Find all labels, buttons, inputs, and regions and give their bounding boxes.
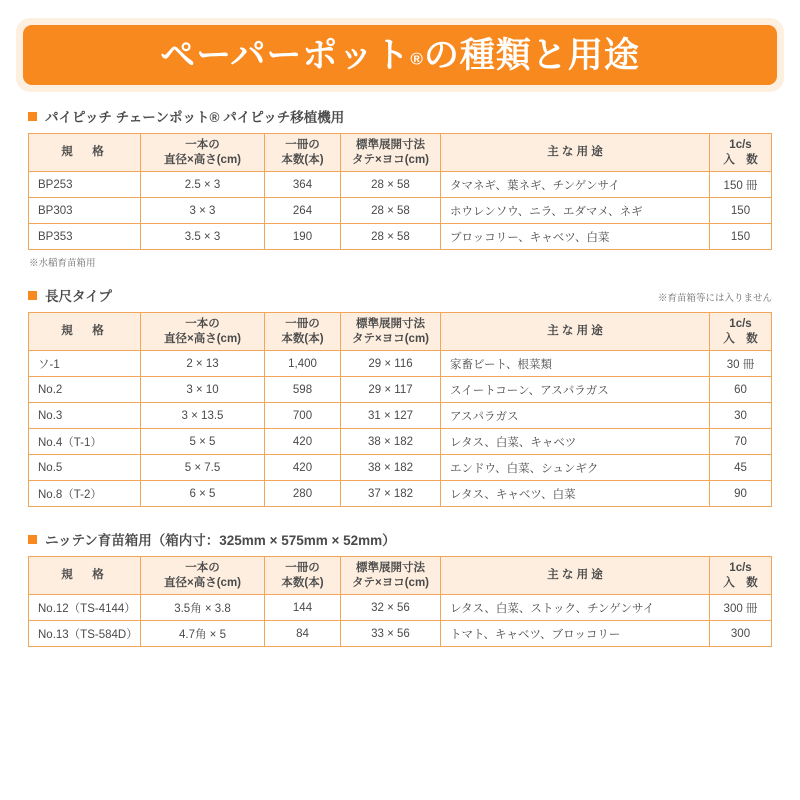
cell-count: 364 [265, 172, 341, 198]
section-long-type [28, 285, 772, 525]
cell-diameter: 5 × 7.5 [141, 455, 265, 481]
col-size-line1: 標準展開寸法 [356, 318, 425, 331]
col-count [265, 134, 341, 172]
cell-spec: No.13（TS-584D） [29, 621, 141, 647]
cell-spec: No.2 [29, 377, 141, 403]
cell-count: 420 [265, 455, 341, 481]
cell-spec: BP253 [29, 172, 141, 198]
col-cs-line2: 入 数 [723, 576, 758, 589]
cell-cs: 150 [710, 198, 772, 224]
col-use: 主 な 用 途 [441, 313, 710, 351]
cell-size: 32 × 56 [341, 595, 441, 621]
table-row [29, 595, 772, 621]
col-size [341, 134, 441, 172]
col-diameter [141, 557, 265, 595]
section-2-title-text: 長尺タイプ [45, 289, 112, 304]
cell-count: 1,400 [265, 351, 341, 377]
section-3-title-text: ニッテン育苗箱用（箱内寸：325mm × 575mm × 52mm） [45, 533, 396, 548]
cell-use: レタス、白菜、ストック、チンゲンサイ [441, 595, 710, 621]
cell-diameter: 2.5 × 3 [141, 172, 265, 198]
cell-cs: 60 [710, 377, 772, 403]
table-row [29, 621, 772, 647]
col-use: 主 な 用 途 [441, 134, 710, 172]
registered-mark: ® [410, 49, 424, 69]
table-header-row [29, 313, 772, 351]
cell-spec: BP353 [29, 224, 141, 250]
cell-diameter: 3 × 10 [141, 377, 265, 403]
cell-use: レタス、白菜、キャベツ [441, 429, 710, 455]
section-1-title [28, 106, 344, 126]
banner-inner-bar [23, 25, 777, 85]
cell-count: 420 [265, 429, 341, 455]
cell-count: 264 [265, 198, 341, 224]
cell-diameter: 3.5角 × 3.8 [141, 595, 265, 621]
col-cs-line2: 入 数 [723, 332, 758, 345]
col-cs [710, 313, 772, 351]
table-row [29, 403, 772, 429]
section-nitten-tray [28, 529, 772, 647]
col-spec: 規 格 [29, 313, 141, 351]
col-cs-line1: 1c/s [729, 318, 752, 331]
cell-size: 38 × 182 [341, 455, 441, 481]
cell-cs: 30 [710, 403, 772, 429]
col-diameter-line2: 直径×高さ(cm) [164, 332, 241, 345]
cell-count: 84 [265, 621, 341, 647]
cell-cs: 150 [710, 224, 772, 250]
cell-count: 280 [265, 481, 341, 507]
cell-use: レタス、キャベツ、白菜 [441, 481, 710, 507]
col-size-line1: 標準展開寸法 [356, 139, 425, 152]
table-long-type [28, 312, 772, 507]
section-3-title [28, 529, 396, 549]
square-bullet-icon [28, 112, 37, 121]
square-bullet-icon [28, 535, 37, 544]
col-size [341, 557, 441, 595]
col-use: 主 な 用 途 [441, 557, 710, 595]
col-count-line1: 一冊の [285, 562, 320, 575]
table-row [29, 172, 772, 198]
cell-use: スイートコーン、アスパラガス [441, 377, 710, 403]
col-diameter-line1: 一本の [185, 562, 220, 575]
col-cs-line2: 入 数 [723, 153, 758, 166]
table-row [29, 481, 772, 507]
cell-cs: 300 [710, 621, 772, 647]
col-size-line1: 標準展開寸法 [356, 562, 425, 575]
col-count-line1: 一冊の [285, 318, 320, 331]
col-count-line2: 本数(本) [281, 332, 324, 345]
cell-use: アスパラガス [441, 403, 710, 429]
cell-spec: No.4（T-1） [29, 429, 141, 455]
col-diameter-line2: 直径×高さ(cm) [164, 153, 241, 166]
cell-count: 700 [265, 403, 341, 429]
col-size [341, 313, 441, 351]
section-2-head [28, 285, 772, 305]
table-header-row [29, 557, 772, 595]
cell-spec: No.3 [29, 403, 141, 429]
cell-cs: 45 [710, 455, 772, 481]
table-paipitch [28, 133, 772, 250]
cell-use: 家畜ビート、根菜類 [441, 351, 710, 377]
section-1-title-text: パイピッチ チェーンポット® パイピッチ移植機用 [45, 110, 345, 125]
page-title-pre: ペーパーポット [160, 35, 411, 75]
section-3-head [28, 529, 772, 549]
section-1-head [28, 106, 772, 126]
section-2-title [28, 285, 112, 305]
cell-size: 28 × 58 [341, 224, 441, 250]
table-row [29, 224, 772, 250]
cell-size: 29 × 116 [341, 351, 441, 377]
cell-size: 31 × 127 [341, 403, 441, 429]
table-row [29, 198, 772, 224]
cell-use: タマネギ、葉ネギ、チンゲンサイ [441, 172, 710, 198]
table-header-row [29, 134, 772, 172]
col-count-line1: 一冊の [285, 139, 320, 152]
col-count-line2: 本数(本) [281, 153, 324, 166]
cell-spec: No.12（TS-4144） [29, 595, 141, 621]
cell-size: 29 × 117 [341, 377, 441, 403]
col-size-line2: タテ×ヨコ(cm) [352, 153, 429, 166]
page-title [160, 35, 640, 75]
cell-spec: No.8（T-2） [29, 481, 141, 507]
col-diameter-line2: 直径×高さ(cm) [164, 576, 241, 589]
cell-diameter: 3 × 3 [141, 198, 265, 224]
cell-use: エンドウ、白菜、シュンギク [441, 455, 710, 481]
cell-cs: 90 [710, 481, 772, 507]
document-content [0, 92, 800, 647]
cell-use: トマト、キャベツ、ブロッコリー [441, 621, 710, 647]
table-row [29, 429, 772, 455]
table-row [29, 351, 772, 377]
cell-size: 28 × 58 [341, 198, 441, 224]
col-cs [710, 557, 772, 595]
col-diameter [141, 313, 265, 351]
header-banner [0, 0, 800, 92]
cell-count: 190 [265, 224, 341, 250]
cell-diameter: 3.5 × 3 [141, 224, 265, 250]
table-row [29, 377, 772, 403]
cell-diameter: 4.7角 × 5 [141, 621, 265, 647]
cell-use: ブロッコリー、キャベツ、白菜 [441, 224, 710, 250]
col-spec: 規 格 [29, 134, 141, 172]
section-paipitch [28, 106, 772, 269]
cell-size: 38 × 182 [341, 429, 441, 455]
cell-cs: 30 冊 [710, 351, 772, 377]
cell-diameter: 2 × 13 [141, 351, 265, 377]
cell-diameter: 6 × 5 [141, 481, 265, 507]
col-cs-line1: 1c/s [729, 139, 752, 152]
cell-use: ホウレンソウ、ニラ、エダマメ、ネギ [441, 198, 710, 224]
cell-diameter: 3 × 13.5 [141, 403, 265, 429]
col-diameter-line1: 一本の [185, 318, 220, 331]
col-count-line2: 本数(本) [281, 576, 324, 589]
col-spec: 規 格 [29, 557, 141, 595]
col-count [265, 557, 341, 595]
section-1-footnote: ※水稲育苗箱用 [29, 258, 96, 269]
table-row [29, 455, 772, 481]
cell-cs: 150 冊 [710, 172, 772, 198]
spacer [28, 507, 772, 525]
col-count [265, 313, 341, 351]
cell-size: 33 × 56 [341, 621, 441, 647]
col-cs [710, 134, 772, 172]
cell-diameter: 5 × 5 [141, 429, 265, 455]
cell-spec: BP303 [29, 198, 141, 224]
cell-cs: 300 冊 [710, 595, 772, 621]
table-nitten-tray [28, 556, 772, 647]
cell-cs: 70 [710, 429, 772, 455]
col-size-line2: タテ×ヨコ(cm) [352, 576, 429, 589]
square-bullet-icon [28, 291, 37, 300]
col-diameter [141, 134, 265, 172]
cell-spec: No.5 [29, 455, 141, 481]
cell-count: 598 [265, 377, 341, 403]
col-size-line2: タテ×ヨコ(cm) [352, 332, 429, 345]
cell-size: 37 × 182 [341, 481, 441, 507]
cell-size: 28 × 58 [341, 172, 441, 198]
col-cs-line1: 1c/s [729, 562, 752, 575]
section-2-note: ※育苗箱等には入りません [657, 293, 772, 304]
col-diameter-line1: 一本の [185, 139, 220, 152]
banner-outer-frame [16, 18, 784, 92]
cell-count: 144 [265, 595, 341, 621]
cell-spec: ソ-1 [29, 351, 141, 377]
page-title-post: の種類と用途 [423, 35, 640, 75]
